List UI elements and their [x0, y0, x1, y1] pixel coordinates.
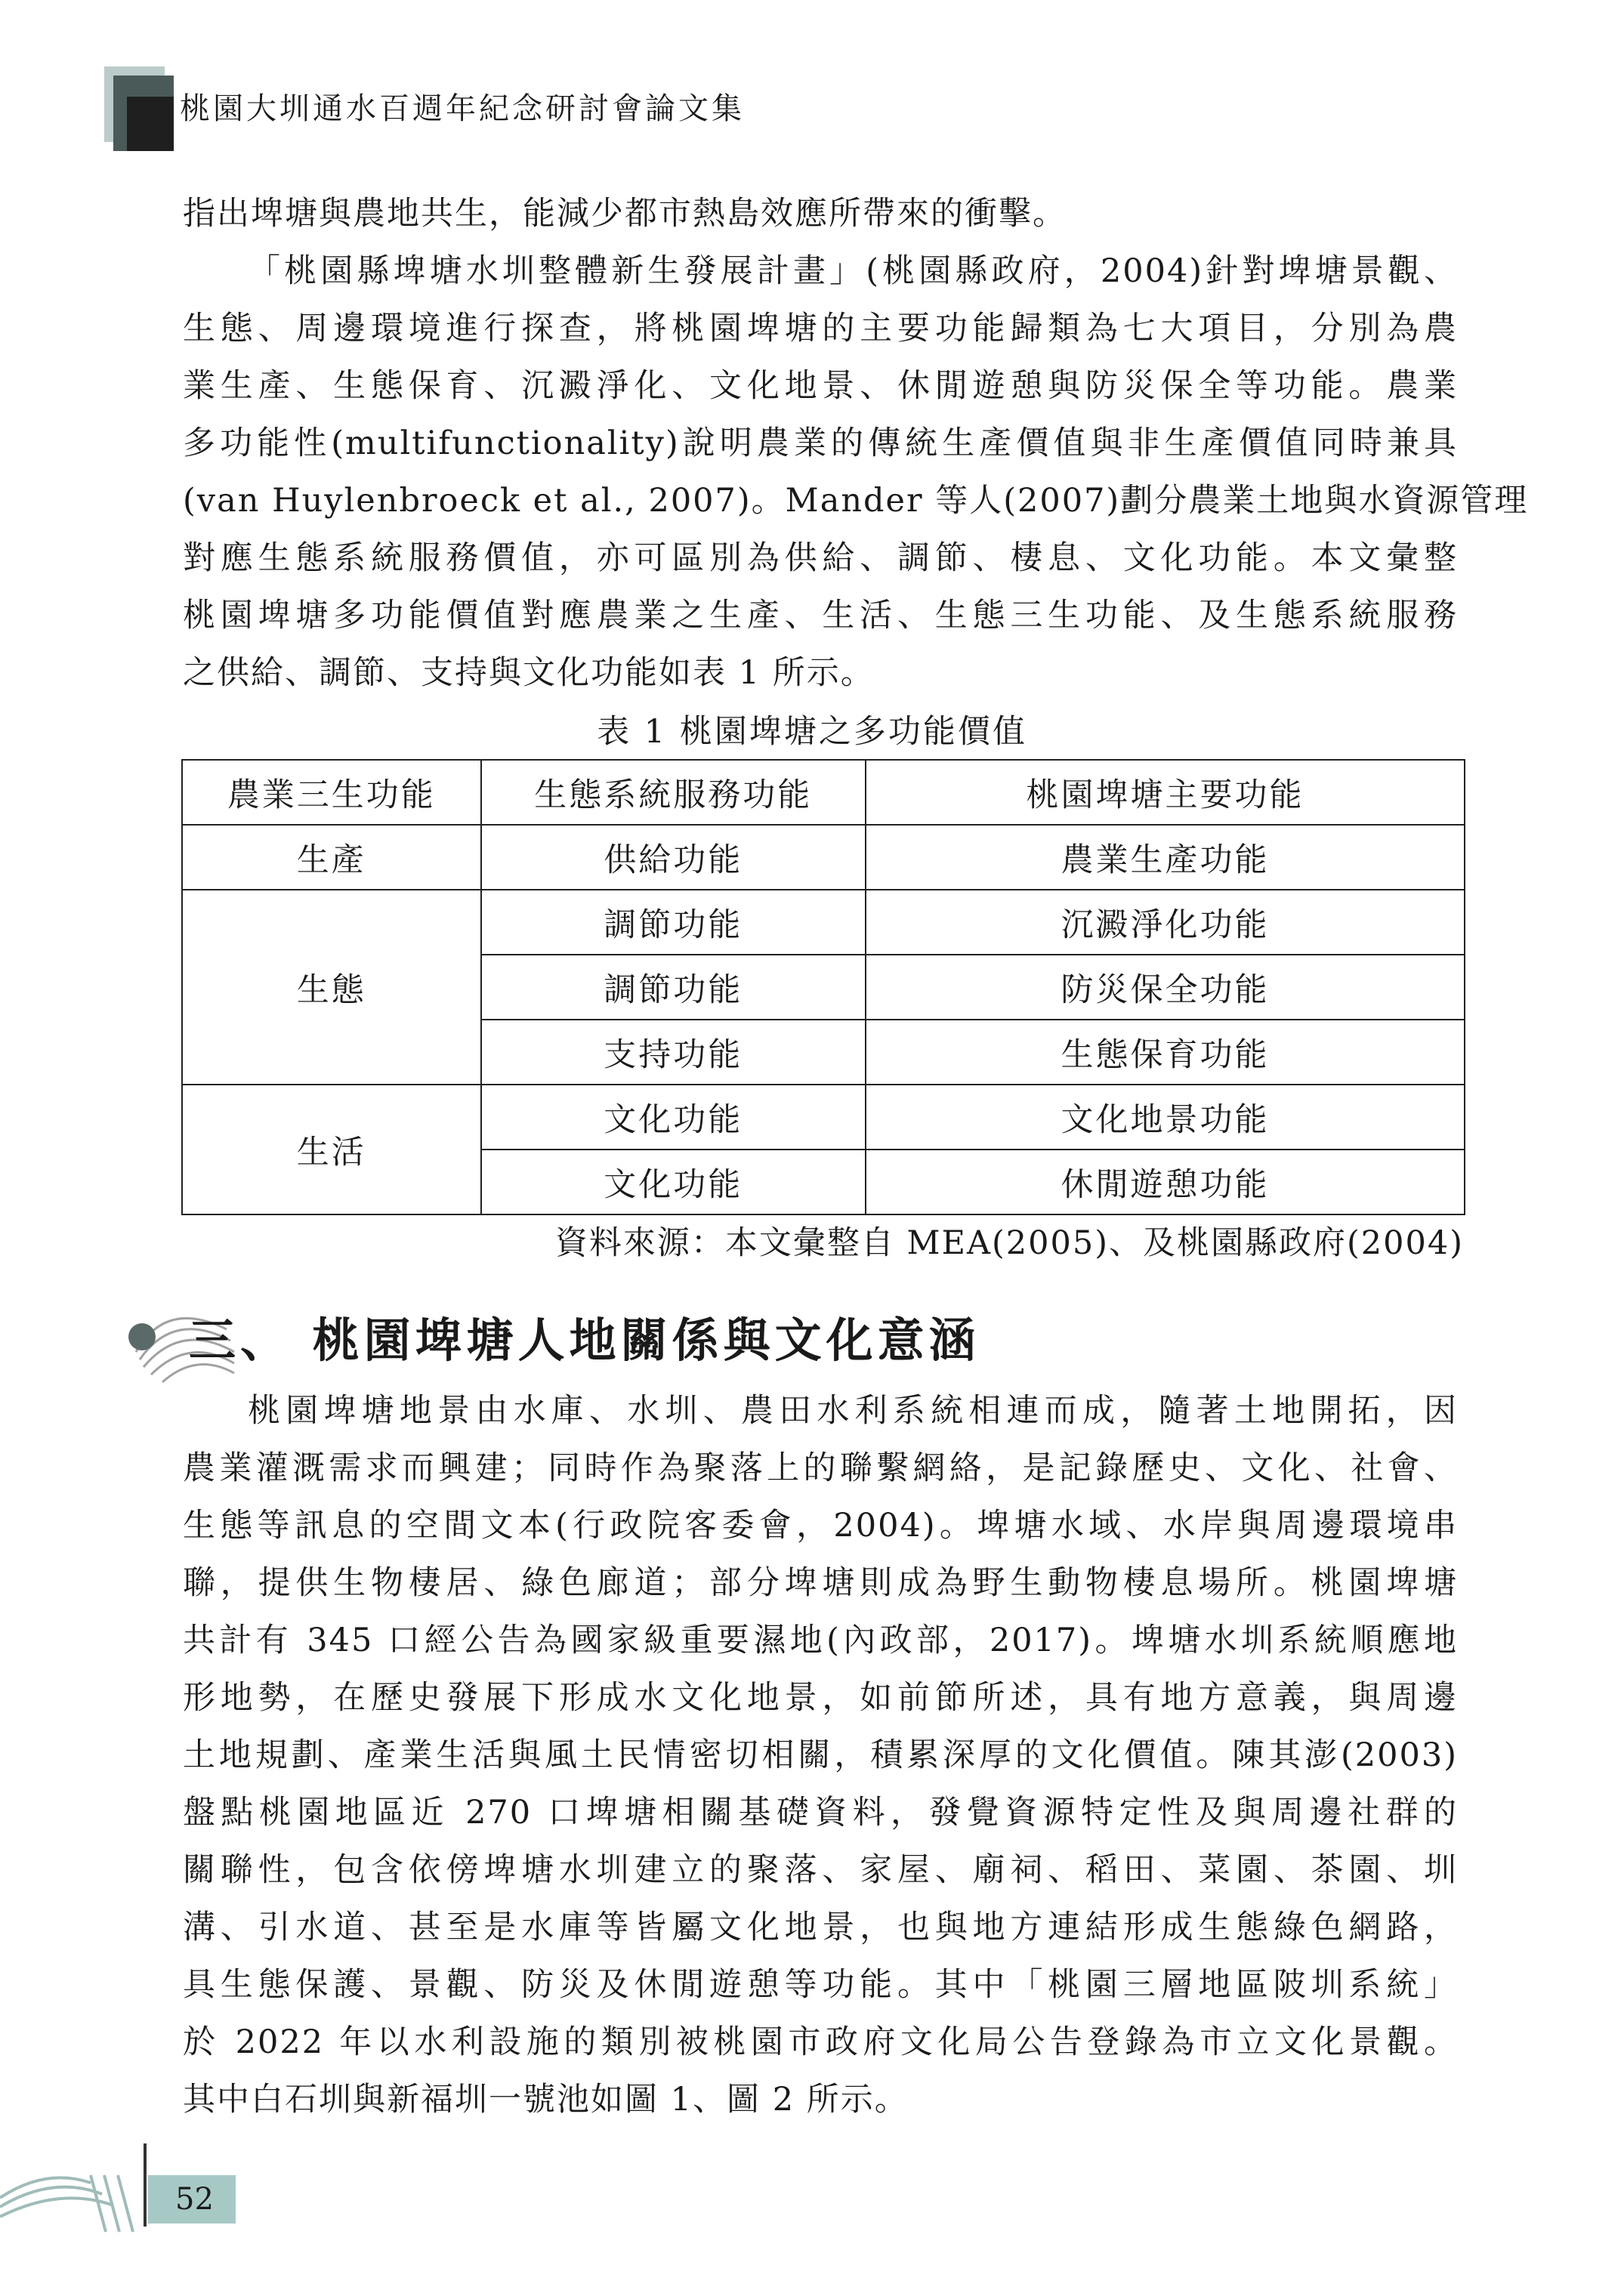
table-group-cell: 生活	[182, 1085, 481, 1214]
text-line: 業生產、生態保育、沉澱淨化、文化地景、休閒遊憩與防災保全等功能。農業	[183, 367, 1458, 405]
text-line: 具生態保護、景觀、防災及休閒遊憩等功能。其中「桃園三層地區陂圳系統」	[183, 1966, 1458, 2004]
text-line: 土地規劃、產業生活與風土民情密切相關，積累深厚的文化價值。陳其澎(2003)	[183, 1736, 1458, 1774]
section-heading: 三、 桃園埤塘人地關係與文化意涵	[189, 1313, 980, 1368]
paragraph-1	[183, 185, 1529, 702]
table-cell: 調節功能	[481, 890, 866, 955]
text-line: 多功能性(multifunctionality)說明農業的傳統生產價值與非生產價值同時兼具	[183, 424, 1458, 462]
table-cell: 文化功能	[481, 1085, 866, 1150]
text-line: 桃園埤塘地景由水庫、水圳、農田水利系統相連而成，隨著土地開拓，因	[248, 1392, 1458, 1430]
running-header-title: 桃園大圳通水百週年紀念研討會論文集	[180, 91, 745, 126]
text-line: 桃園埤塘多功能價值對應農業之生產、生活、生態三生功能、及生態系統服務	[183, 597, 1458, 634]
table-cell: 防災保全功能	[866, 955, 1465, 1020]
table-cell: 供給功能	[481, 825, 866, 890]
text-line: 關聯性，包含依傍埤塘水圳建立的聚落、家屋、廟祠、稻田、菜園、茶園、圳	[183, 1851, 1458, 1889]
table-cell: 沉澱淨化功能	[866, 890, 1465, 955]
footer-divider	[144, 2143, 147, 2227]
table-group-cell: 生態	[182, 890, 481, 1085]
table-cell: 農業生產功能	[866, 825, 1465, 890]
table-cell: 調節功能	[481, 955, 866, 1020]
text-line: 農業灌溉需求而興建；同時作為聚落上的聯繫網絡，是記錄歷史、文化、社會、	[183, 1449, 1458, 1487]
text-line: 生態等訊息的空間文本(行政院客委會，2004)。埤塘水域、水岸與周邊環境串	[183, 1507, 1458, 1545]
table-row	[182, 825, 1465, 890]
text-line: 盤點桃園地區近 270 口埤塘相關基礎資料，發覺資源特定性及與周邊社群的	[183, 1794, 1458, 1832]
text-line: 生態、周邊環境進行探查，將桃園埤塘的主要功能歸類為七大項目，分別為農	[183, 310, 1458, 347]
text-line: 形地勢，在歷史發展下形成水文化地景，如前節所述，具有地方意義，與周邊	[183, 1679, 1458, 1717]
table-cell: 生態保育功能	[866, 1020, 1465, 1085]
text-line: 「桃園縣埤塘水圳整體新生發展計畫」(桃園縣政府，2004)針對埤塘景觀、	[248, 252, 1458, 290]
table-row	[182, 1085, 1465, 1150]
footer-swirl-icon	[0, 2160, 151, 2236]
table-cell: 支持功能	[481, 1020, 866, 1085]
table-cell: 文化地景功能	[866, 1085, 1465, 1150]
table-caption: 表 1 桃園埤塘之多功能價值	[597, 713, 1027, 751]
table-header-cell: 生態系統服務功能	[481, 760, 866, 825]
text-line: 溝、引水道、甚至是水庫等皆屬文化地景，也與地方連結形成生態綠色網路，	[183, 1909, 1458, 1946]
text-line: (van Huylenbroeck et al., 2007)。Mander 等人(2007)劃分農業土地與水資源管理	[183, 482, 1529, 520]
page-number: 52	[148, 2175, 236, 2224]
table-cell: 文化功能	[481, 1150, 866, 1214]
table-header-cell: 桃園埤塘主要功能	[866, 760, 1465, 825]
table-header-row	[182, 760, 1465, 825]
text-line: 對應生態系統服務價值，亦可區別為供給、調節、棲息、文化功能。本文彙整	[183, 539, 1458, 577]
table-group-cell: 生產	[182, 825, 481, 890]
paragraph-2	[183, 1382, 1458, 2128]
text-line: 其中白石圳與新福圳一號池如圖 1、圖 2 所示。	[183, 2081, 909, 2119]
text-line: 聯，提供生物棲居、綠色廊道；部分埤塘則成為野生動物棲息場所。桃園埤塘	[183, 1564, 1458, 1602]
text-line: 之供給、調節、支持與文化功能如表 1 所示。	[183, 654, 875, 692]
text-line: 指出埤塘與農地共生，能減少都市熱島效應所帶來的衝擊。	[183, 195, 1067, 233]
multifunction-table	[181, 759, 1465, 1215]
header-decoration-square	[127, 97, 174, 151]
table-cell: 休閒遊憩功能	[866, 1150, 1465, 1214]
table-source-note: 資料來源：本文彙整自 MEA(2005)、及桃園縣政府(2004)	[554, 1224, 1464, 1262]
text-line: 共計有 345 口經公告為國家級重要濕地(內政部，2017)。埤塘水圳系統順應地	[183, 1622, 1458, 1659]
table-row	[182, 890, 1465, 955]
text-line: 於 2022 年以水利設施的類別被桃園市政府文化局公告登錄為市立文化景觀。	[183, 2023, 1458, 2061]
table-header-cell: 農業三生功能	[182, 760, 481, 825]
